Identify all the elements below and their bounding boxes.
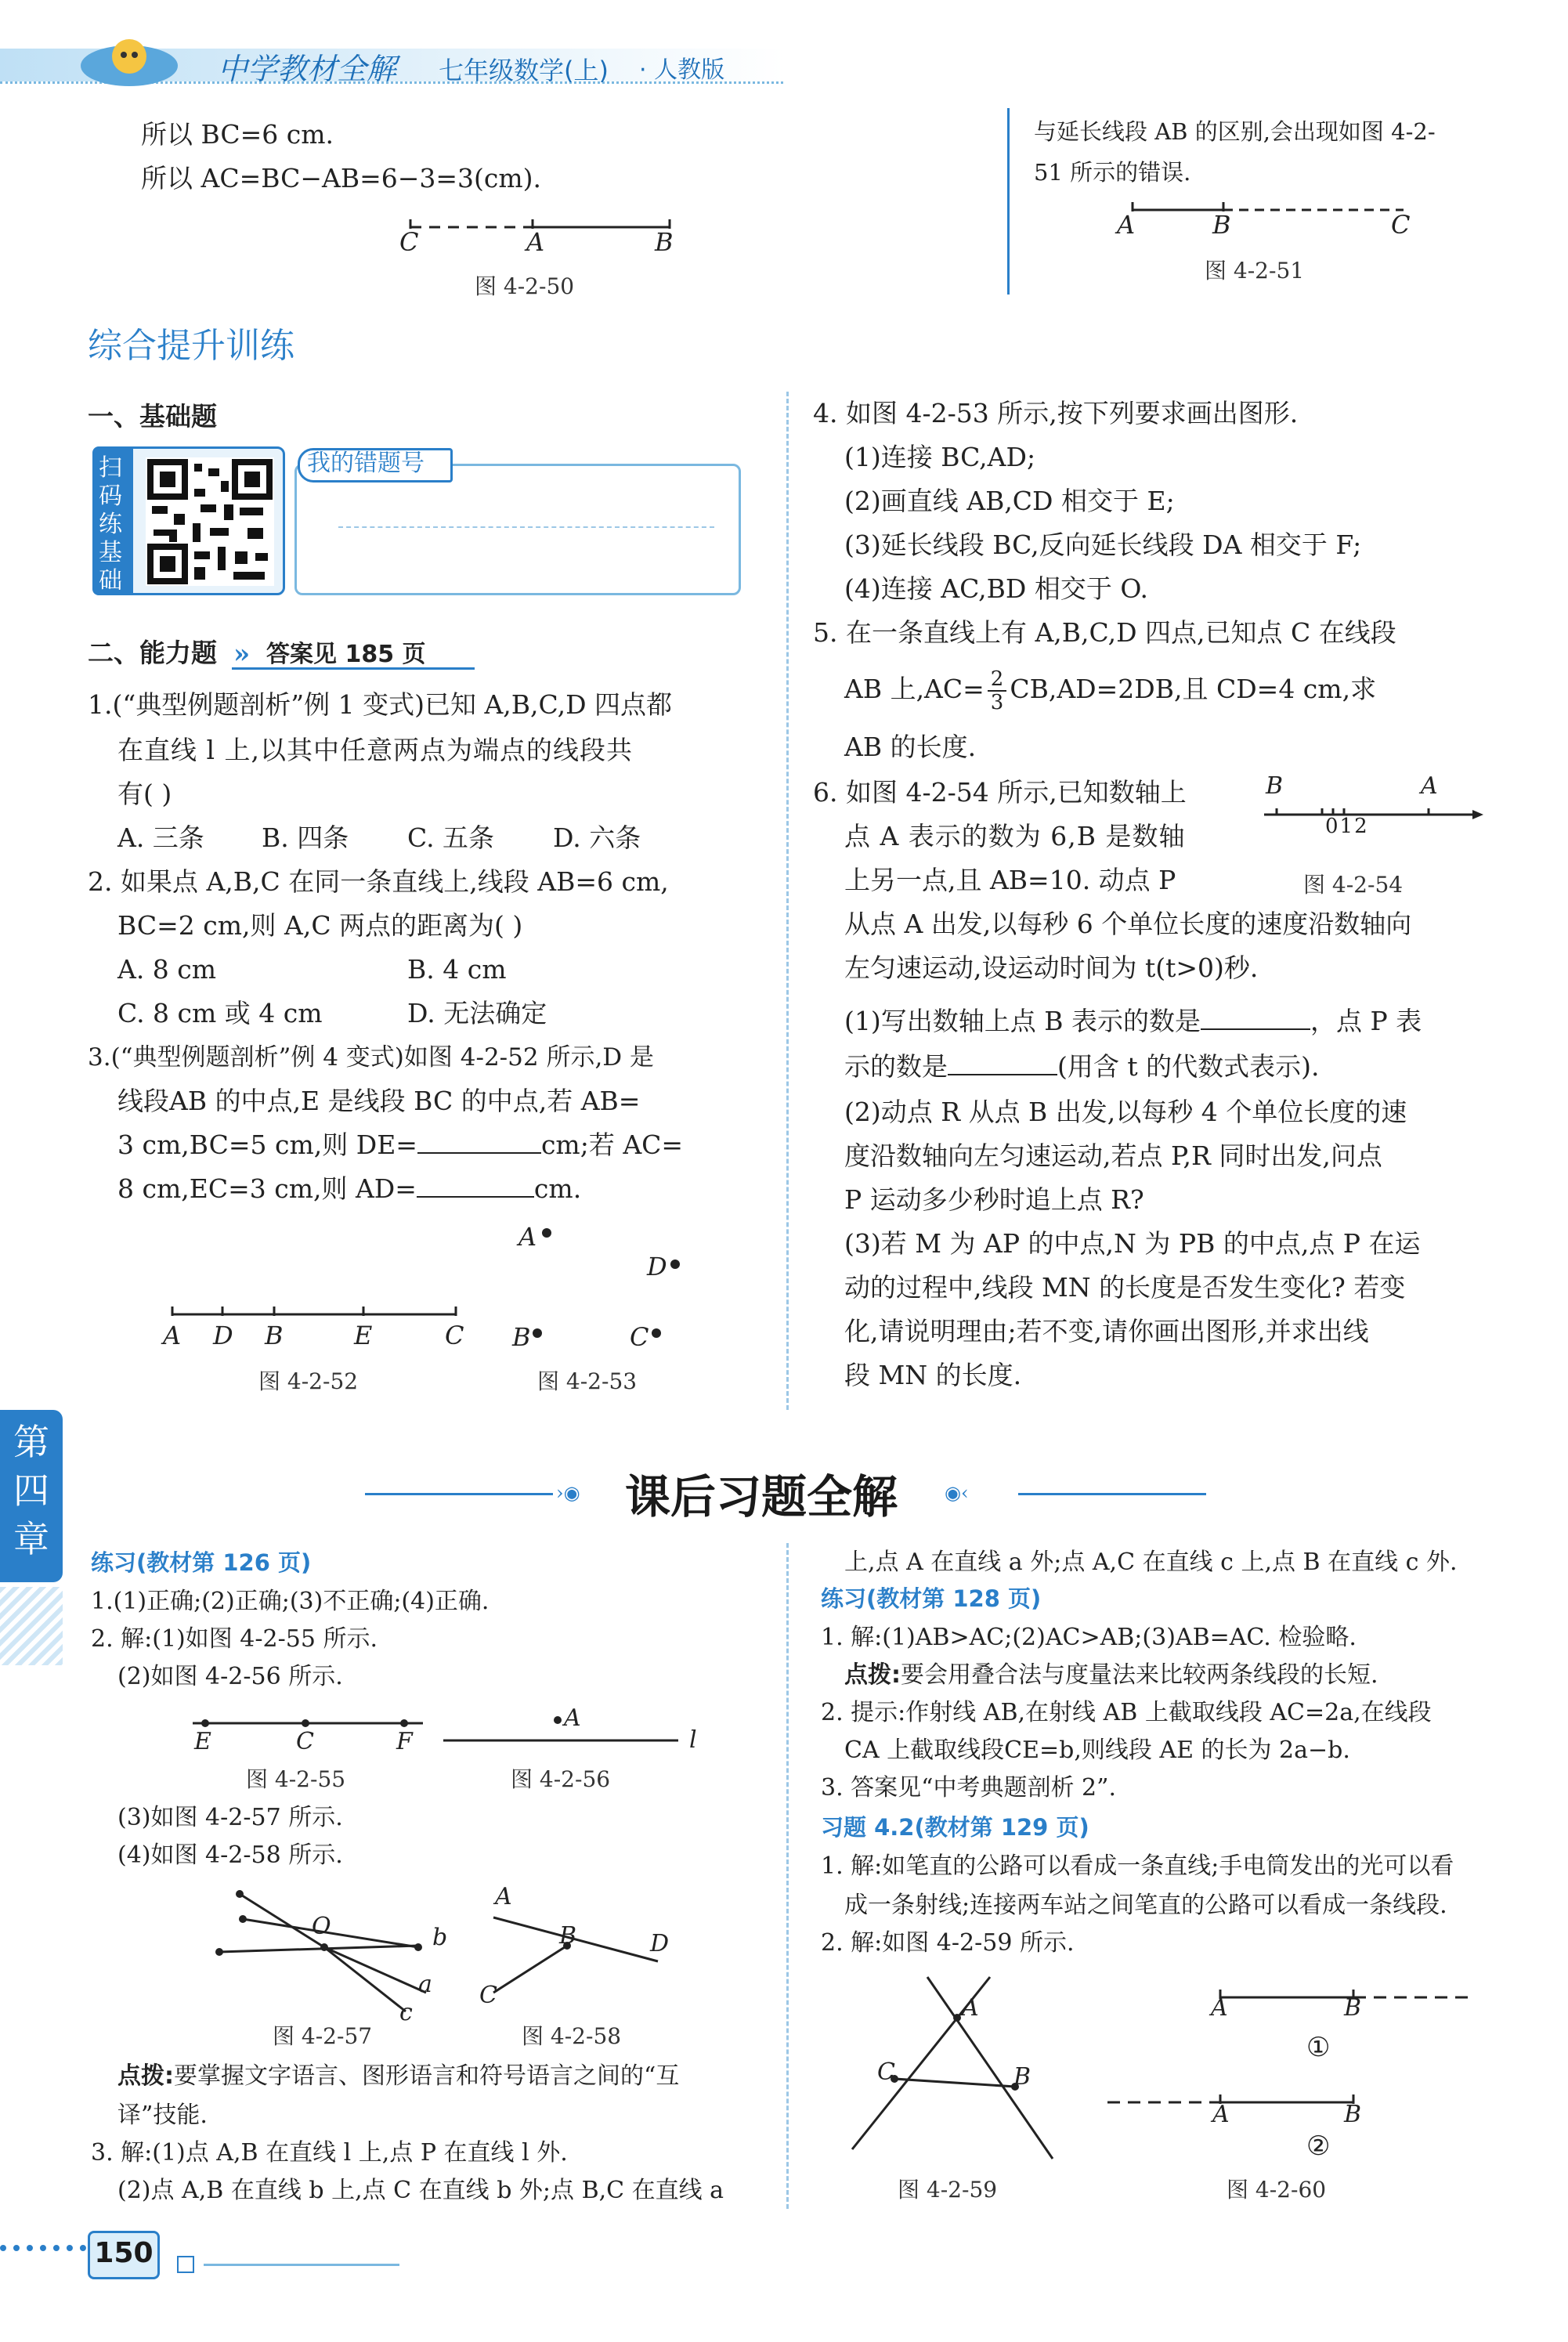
fig58-caption: 图 4-2-58 xyxy=(522,2023,622,2049)
q5-line2-end: CB,AD=2DB,且 CD=4 cm,求 xyxy=(1010,674,1377,704)
fig60-label-b2: B xyxy=(1344,2101,1362,2128)
ex126-tip-line2: 译”技能. xyxy=(117,2102,208,2129)
fig55-label-e: E xyxy=(194,1728,211,1755)
header-book-title: 中学教材全解 xyxy=(218,52,397,86)
ex128-line4: 3. 答案见“中考典题剖析 2”. xyxy=(821,1774,1116,1802)
q3-blank-ad[interactable] xyxy=(417,1173,534,1198)
ex128-tip xyxy=(844,1656,1378,1695)
double-chevron-icon: » xyxy=(233,638,251,670)
section2-rule-left xyxy=(365,1493,553,1495)
fig57-label-a: a xyxy=(418,1971,432,1998)
fig60-circled-1: ① xyxy=(1306,2032,1331,2063)
q5-line2-start: AB 上,AC= xyxy=(844,674,985,704)
ex128-tip-text: 要会用叠合法与度量法来比较两条线段的长短. xyxy=(901,1661,1378,1689)
fig50-caption: 图 4-2-50 xyxy=(475,273,575,299)
fig53-label-c: C xyxy=(630,1322,649,1352)
fig56-caption: 图 4-2-56 xyxy=(511,1766,611,1792)
q5-line2 xyxy=(844,667,1376,714)
fig56-label-a: A xyxy=(564,1704,581,1732)
q3-line4 xyxy=(117,1167,581,1211)
footer-small-box xyxy=(177,2256,194,2273)
q6-line6-end: ，点 P 表 xyxy=(1310,1006,1422,1036)
ex126-q3-line1: 3. 解:(1)点 A,B 在直线 l 上,点 P 在直线 l 外. xyxy=(91,2139,568,2167)
ex128-line1: 1. 解:(1)AB>AC;(2)AC>AB;(3)AB=AC. 检验略. xyxy=(821,1624,1357,1651)
q1-line2: 在直线 l 上,以其中任意两点为端点的线段共 xyxy=(117,735,634,765)
q2-option-c: C. 8 cm 或 4 cm xyxy=(117,998,323,1028)
fig53-point-b xyxy=(533,1328,542,1338)
fig60-caption: 图 4-2-60 xyxy=(1227,2177,1327,2203)
fig51-label-c: C xyxy=(1391,210,1411,240)
q2-line1: 2. 如果点 A,B,C 在同一条直线上,线段 AB=6 cm, xyxy=(88,866,669,897)
fig53-label-a: A xyxy=(518,1222,537,1252)
ex129-line2: 成一条射线;连接两车站之间笔直的公路可以看成一条线段. xyxy=(844,1892,1447,1919)
fig51-label-b: B xyxy=(1212,210,1231,240)
chapter-tab-label: 第四章 xyxy=(13,1421,49,1560)
fig53-point-d xyxy=(670,1260,680,1269)
qr-side-label: 扫码练基础 xyxy=(99,454,122,595)
q2-option-a: A. 8 cm xyxy=(117,954,217,985)
q2-line2: BC=2 cm,则 A,C 两点的距离为( ) xyxy=(117,910,523,941)
fig58-label-d: D xyxy=(650,1930,670,1957)
section2-rule-right xyxy=(1018,1493,1206,1495)
q1-line3: 有( ) xyxy=(117,779,172,809)
chapter-tab-stripes xyxy=(0,1587,63,1665)
q6-line10: P 运动多少秒时追上点 R? xyxy=(844,1184,1144,1215)
fig57-label-b: b xyxy=(432,1924,448,1951)
ex126-tip-label: 点拨: xyxy=(117,2062,174,2090)
column-divider-top xyxy=(786,392,789,1410)
q6-line13: 化,请说明理由;若不变,请你画出图形,并求出线 xyxy=(844,1316,1369,1346)
fig51-caption: 图 4-2-51 xyxy=(1205,258,1305,284)
fig51-label-a: A xyxy=(1117,210,1136,240)
top-right-line1: 与延长线段 AB 的区别,会出现如图 4-2- xyxy=(1034,118,1436,145)
fig60-circled-2: ② xyxy=(1306,2131,1331,2162)
ex126-line3: (2)如图 4-2-56 所示. xyxy=(117,1663,343,1690)
top-left-line1: 所以 BC=6 cm. xyxy=(141,119,334,150)
fig54-label-a: A xyxy=(1421,772,1438,800)
section-title-comprehensive: 综合提升训练 xyxy=(88,326,294,366)
fig59-caption: 图 4-2-59 xyxy=(898,2177,998,2203)
q6-line1: 6. 如图 4-2-54 所示,已知数轴上 xyxy=(813,777,1187,808)
q1-line1: 1.(“典型例题剖析”例 1 变式)已知 A,B,C,D 四点都 xyxy=(88,689,673,720)
basic-heading: 一、基础题 xyxy=(88,401,217,432)
q2-option-b: B. 4 cm xyxy=(407,954,507,985)
q4-line5: (4)连接 AC,BD 相交于 O. xyxy=(844,573,1148,604)
footer-rule xyxy=(204,2264,399,2266)
fig53-label-b: B xyxy=(512,1322,531,1352)
ability-answer-ref: 答案见 185 页 xyxy=(266,641,426,668)
q5-fraction xyxy=(988,668,1007,714)
q3-line3-end: cm;若 AC= xyxy=(540,1129,684,1160)
figure-4-2-60-2 xyxy=(1106,2094,1357,2110)
mistake-label: 我的错题号 xyxy=(307,450,425,477)
fig52-label-a: A xyxy=(163,1321,182,1350)
q4-line3: (2)画直线 AB,CD 相交于 E; xyxy=(844,486,1175,516)
section2-arrow-right-icon: ›◉ xyxy=(556,1482,580,1504)
q3-line1: 3.(“典型例题剖析”例 4 变式)如图 4-2-52 所示,D 是 xyxy=(88,1043,655,1072)
q6-line7 xyxy=(844,1045,1319,1089)
q1-option-a: A. 三条 xyxy=(117,822,204,853)
figure-4-2-58 xyxy=(470,1911,689,2005)
ex126-line4: (3)如图 4-2-57 所示. xyxy=(117,1804,343,1831)
fig58-label-b: B xyxy=(559,1922,577,1950)
fig50-label-c: C xyxy=(399,227,419,257)
fig54-ticks: 012 xyxy=(1325,815,1369,838)
q4-line1: 4. 如图 4-2-53 所示,按下列要求画出图形. xyxy=(813,398,1299,428)
q5-line1: 5. 在一条直线上有 A,B,C,D 四点,已知点 C 在线段 xyxy=(813,617,1396,648)
qr-code-icon xyxy=(146,457,274,586)
q1-option-d: D. 六条 xyxy=(553,822,641,853)
fig60-label-a2: A xyxy=(1212,2101,1230,2128)
fig52-label-c: C xyxy=(445,1321,464,1350)
q6-blank-p[interactable] xyxy=(948,1050,1057,1075)
fig55-label-f: F xyxy=(396,1728,413,1755)
q6-line12: 动的过程中,线段 MN 的长度是否发生变化? 若变 xyxy=(844,1272,1406,1303)
fig59-label-b: B xyxy=(1013,2063,1031,2091)
q6-line11: (3)若 M 为 AP 的中点,N 为 PB 的中点,点 P 在运 xyxy=(844,1228,1421,1259)
fig52-caption: 图 4-2-52 xyxy=(258,1368,359,1394)
q3-blank-de[interactable] xyxy=(417,1129,541,1154)
header-series: 七年级数学(上) xyxy=(439,56,609,85)
fig52-label-d: D xyxy=(213,1321,233,1350)
ex129-line3: 2. 解:如图 4-2-59 所示. xyxy=(821,1929,1075,1957)
fig60-label-b1: B xyxy=(1344,1994,1362,2022)
fig50-label-b: B xyxy=(655,227,674,257)
section2-arrow-left-icon: ◉‹ xyxy=(945,1482,969,1504)
q6-line9: 度沿数轴向左匀速运动,若点 P,R 同时出发,问点 xyxy=(844,1140,1382,1171)
q3-line4-start: 8 cm,EC=3 cm,则 AD= xyxy=(117,1173,417,1204)
top-right-rule xyxy=(1007,108,1010,295)
fig57-label-c: c xyxy=(399,1999,413,2026)
ex126-line1: 1.(1)正确;(2)正确;(3)不正确;(4)正确. xyxy=(91,1588,490,1615)
ex126-line5: (4)如图 4-2-58 所示. xyxy=(117,1841,343,1869)
fig52-label-b: B xyxy=(265,1321,284,1350)
ex128-line3: CA 上截取线段CE=b,则线段 AE 的长为 2a−b. xyxy=(844,1737,1350,1764)
answer-ref-underline xyxy=(232,667,475,670)
q6-line4: 从点 A 出发,以每秒 6 个单位长度的速度沿数轴向 xyxy=(844,909,1412,939)
fig58-label-a: A xyxy=(495,1883,512,1910)
q5-line3: AB 的长度. xyxy=(844,732,977,762)
ex126-tip-text1: 要掌握文字语言、图形语言和符号语言之间的“互 xyxy=(174,2062,680,2090)
fig57-caption: 图 4-2-57 xyxy=(273,2023,373,2049)
q3-line3-start: 3 cm,BC=5 cm,则 DE= xyxy=(117,1129,417,1160)
ex126-q3-line2: (2)点 A,B 在直线 b 上,点 C 在直线 b 外;点 B,C 在直线 a xyxy=(117,2177,724,2204)
q6-line8: (2)动点 R 从点 B 出发,以每秒 4 个单位长度的速 xyxy=(844,1097,1407,1127)
fig53-point-a xyxy=(542,1228,551,1238)
top-left-line2: 所以 AC=BC−AB=6−3=3(cm). xyxy=(141,163,542,193)
fig54-label-b: B xyxy=(1266,772,1284,800)
q3-line2: 线段AB 的中点,E 是线段 BC 的中点,若 AB= xyxy=(117,1086,641,1116)
figure-4-2-54 xyxy=(1256,804,1483,851)
q6-line7-start: 示的数是 xyxy=(844,1051,948,1082)
fig53-caption: 图 4-2-53 xyxy=(537,1368,638,1394)
q6-line2: 点 A 表示的数为 6,B 是数轴 xyxy=(844,821,1186,851)
q6-line6-start: (1)写出数轴上点 B 表示的数是 xyxy=(844,1006,1201,1036)
q3-line3 xyxy=(117,1123,683,1167)
fig56-label-l: l xyxy=(689,1726,697,1754)
q5-fraction-den: 3 xyxy=(990,691,1004,714)
ex129-heading: 习题 4.2(教材第 129 页) xyxy=(821,1814,1089,1841)
figure-4-2-52 xyxy=(164,1303,462,1327)
ex128-line2: 2. 提示:作射线 AB,在射线 AB 上截取线段 AC=2a,在线段 xyxy=(821,1699,1432,1726)
q6-blank-b[interactable] xyxy=(1201,1005,1310,1030)
fig60-label-a1: A xyxy=(1211,1994,1228,2022)
q5-fraction-num: 2 xyxy=(988,668,1007,692)
ex129-line1: 1. 解:如笔直的公路可以看成一条直线;手电筒发出的光可以看 xyxy=(821,1852,1454,1880)
page-number: 150 xyxy=(94,2237,154,2269)
fig57-label-o: O xyxy=(312,1913,331,1940)
fig53-point-c xyxy=(652,1328,661,1338)
fig55-caption: 图 4-2-55 xyxy=(246,1766,346,1792)
fig54-caption: 图 4-2-54 xyxy=(1303,872,1404,898)
ex128-tip-label: 点拨: xyxy=(844,1661,901,1689)
fig52-label-e: E xyxy=(354,1321,373,1350)
right-continuation: 上,点 A 在直线 a 外;点 A,C 在直线 c 上,点 B 在直线 c 外. xyxy=(844,1549,1458,1576)
ex126-line2: 2. 解:(1)如图 4-2-55 所示. xyxy=(91,1625,378,1653)
section-title-exercises: 课后习题全解 xyxy=(625,1470,898,1523)
q6-line5: 左匀速运动,设运动时间为 t(t>0)秒. xyxy=(844,952,1259,983)
q6-line3: 上另一点,且 AB=10. 动点 P xyxy=(844,865,1176,895)
fig53-label-d: D xyxy=(647,1252,667,1281)
q2-option-d: D. 无法确定 xyxy=(407,998,547,1028)
ability-heading: 二、能力题 xyxy=(88,638,217,668)
mistake-writing-line xyxy=(338,526,714,528)
q1-option-b: B. 四条 xyxy=(262,822,349,853)
header-edition: · 人教版 xyxy=(639,56,725,84)
ex126-heading: 练习(教材第 126 页) xyxy=(91,1549,312,1576)
ex126-tip-line1 xyxy=(117,2057,679,2096)
top-right-line2: 51 所示的错误. xyxy=(1034,159,1191,186)
footer-dots xyxy=(0,2245,86,2251)
q6-line7-end: (用含 t 的代数式表示). xyxy=(1057,1051,1320,1082)
header-logo-icon xyxy=(70,28,188,91)
q3-line4-end: cm. xyxy=(533,1173,582,1204)
fig55-label-c: C xyxy=(296,1728,314,1755)
fig50-label-a: A xyxy=(526,227,545,257)
ex128-heading: 练习(教材第 128 页) xyxy=(821,1585,1042,1612)
column-divider-bottom xyxy=(786,1543,789,2209)
q1-option-c: C. 五条 xyxy=(407,822,495,853)
fig59-label-a: A xyxy=(962,1994,979,2022)
fig58-label-c: C xyxy=(479,1982,497,2009)
figure-4-2-51 xyxy=(1128,197,1410,229)
q6-line14: 段 MN 的长度. xyxy=(844,1360,1022,1390)
fig59-label-c: C xyxy=(877,2058,895,2086)
q4-line4: (3)延长线段 BC,反向延长线段 DA 相交于 F; xyxy=(844,529,1362,560)
q4-line2: (1)连接 BC,AD; xyxy=(844,442,1036,472)
q6-line6 xyxy=(844,999,1422,1043)
